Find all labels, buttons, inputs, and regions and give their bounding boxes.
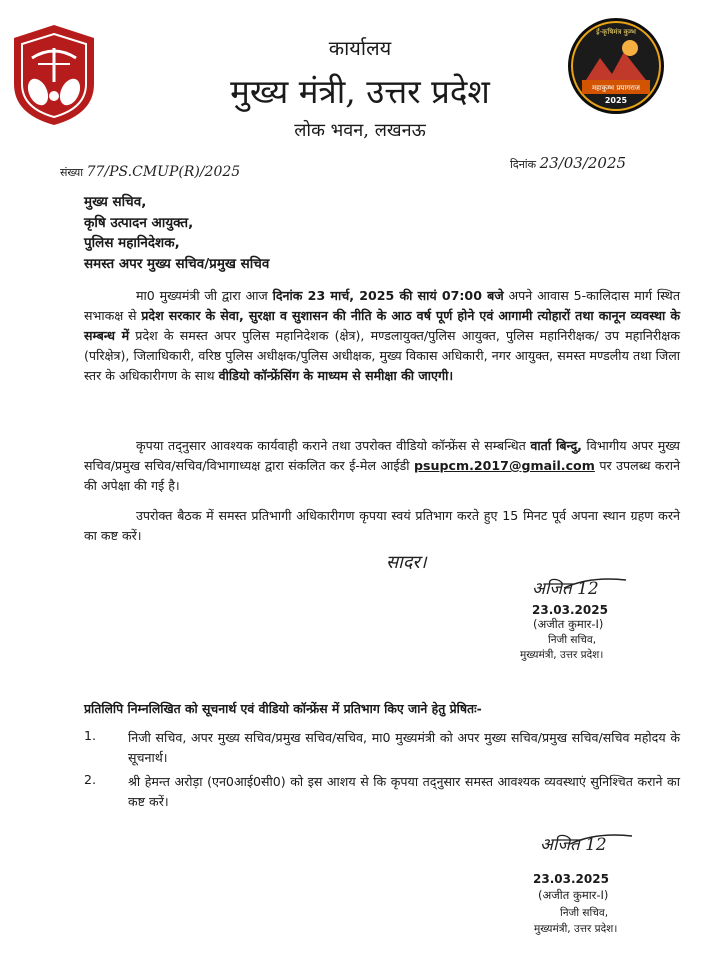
p1-bold-3: वीडियो कॉन्फ्रेंसिंग के माध्यम से समीक्षा की जाएगी। xyxy=(218,368,454,383)
copy-item-number: 1. xyxy=(84,728,97,743)
signature-stroke-icon xyxy=(566,828,636,848)
signature-1: अजित 12 xyxy=(532,579,599,599)
p2-text-1: कृपया तद्नुसार आवश्यक कार्यवाही कराने तथा उपरोक्त वीडियो कॉन्फ्रेंस से सम्बन्धित xyxy=(136,438,531,453)
recipient-list xyxy=(84,192,269,274)
logo-bottom-text: महाकुम्भ प्रयागराज xyxy=(591,84,640,92)
page-title: मुख्य मंत्री, उत्तर प्रदेश xyxy=(230,72,490,111)
signature-2-office: मुख्यमंत्री, उत्तर प्रदेश। xyxy=(534,923,618,935)
recipient-item: समस्त अपर मुख्य सचिव/प्रमुख सचिव xyxy=(84,255,270,272)
up-emblem-icon xyxy=(8,22,100,128)
mahakumbh-logo xyxy=(568,18,664,114)
letter-date xyxy=(510,154,626,172)
recipient-item: पुलिस महानिदेशक, xyxy=(84,235,180,251)
p2-text-2: विभागीय अपर मुख्य सचिव/प्रमुख सचिव/सचिव/विभागाध्यक्ष द्वारा संकलित कर ई-मेल आईडी xyxy=(84,438,680,473)
body-paragraph-2 xyxy=(84,436,680,496)
signature-1-office: मुख्यमंत्री, उत्तर प्रदेश। xyxy=(520,649,604,661)
copy-item-text: श्री हेमन्त अरोड़ा (एन0आई0सी0) को इस आशय से कि कृपया तद्नुसार समस्त आवश्यक व्यवस्थाएं सुनिश्चित कराने का कष्ट करें। xyxy=(128,774,680,809)
office-label: कार्यालय xyxy=(328,36,392,60)
signature-1-date: 23.03.2025 xyxy=(532,603,608,617)
signature-2-date: 23.03.2025 xyxy=(533,872,609,886)
p1-bold-1: दिनांक 23 मार्च, 2025 की सायं 07:00 बजे xyxy=(272,288,504,303)
logo-top-text: ई-कृषिमंत्र कुम्भ xyxy=(596,28,636,36)
closing: सादर। xyxy=(386,552,427,573)
copy-item-number: 2. xyxy=(84,772,97,787)
signature-stroke-icon xyxy=(560,572,630,592)
date-value: 23/03/2025 xyxy=(539,154,627,172)
ref-label: संख्या xyxy=(60,166,84,179)
copy-item-2 xyxy=(84,772,680,812)
p2-bold-1: वार्ता बिन्दु, xyxy=(530,438,582,453)
address: लोक भवन, लखनऊ xyxy=(294,120,426,141)
copy-item-text: निजी सचिव, अपर मुख्य सचिव/प्रमुख सचिव/सचिव, मा0 मुख्यमंत्री को अपर मुख्य सचिव/प्रमुख सचिव/सचिव महोदय के सूचनार्थ। xyxy=(128,730,680,765)
p1-text-2: अपने आवास 5-कालिदास मार्ग स्थित सभाकक्ष से xyxy=(84,288,680,323)
recipient-item: मुख्य सचिव, xyxy=(84,194,147,210)
p2-text-3: पर उपलब्ध कराने की अपेक्षा की गई है। xyxy=(84,458,680,493)
recipient-item: कृषि उत्पादन आयुक्त, xyxy=(84,214,194,231)
signature-1-designation: निजी सचिव, xyxy=(548,634,597,646)
p1-text-1: मा0 मुख्यमंत्री जी द्वारा आज xyxy=(136,288,273,303)
body-paragraph-1 xyxy=(84,286,680,386)
p1-text-3: प्रदेश के समस्त अपर पुलिस महानिदेशक (क्षेत्र), मण्डलायुक्त/पुलिस आयुक्त, पुलिस महानिरीक्षक/ उप महानिरीक्षक (परिक्षेत्र), जिलाधिकारी, वरिष्ठ पुलिस अधीक्षक/पुलिस अधीक्षक, मुख्य विकास अधिकारी, नगर आयुक्त, समस्त मण्डलीय तथा जिला स्तर के अधिकारीगण के साथ xyxy=(84,328,680,383)
copy-item-1 xyxy=(84,728,680,768)
ref-number xyxy=(60,164,240,180)
signature-2-name: (अजीत कुमार-I) xyxy=(538,888,609,902)
signature-2-designation: निजी सचिव, xyxy=(560,907,609,919)
signature-1-name: (अजीत कुमार-I) xyxy=(533,617,604,631)
p3-text-1: उपरोक्त बैठक में समस्त प्रतिभागी अधिकारीगण कृपया स्वयं प्रतिभाग करते हुए 15 मिनट पूर्व अपना स्थान ग्रहण करने का कष्ट करें। xyxy=(84,508,680,543)
body-paragraph-3 xyxy=(84,506,680,546)
p1-bold-2: प्रदेश सरकार के सेवा, सुरक्षा व सुशासन की नीति के आठ वर्ष पूर्ण होने एवं आगामी त्योहारों तथा कानून व्यवस्था के सम्बन्ध में xyxy=(84,308,680,343)
date-label: दिनांक xyxy=(510,158,537,171)
copy-heading: प्रतिलिपि निम्नलिखित को सूचनार्थ एवं वीडियो कॉन्फ्रेंस में प्रतिभाग किए जाने हेतु प्रेषितः- xyxy=(84,701,482,716)
ref-value: 77/PS.CMUP(R)/2025 xyxy=(86,164,241,180)
logo-year: 2025 xyxy=(604,96,628,105)
email-link[interactable]: psupcm.2017@gmail.com xyxy=(414,458,595,473)
signature-2: अजित 12 xyxy=(540,835,607,855)
